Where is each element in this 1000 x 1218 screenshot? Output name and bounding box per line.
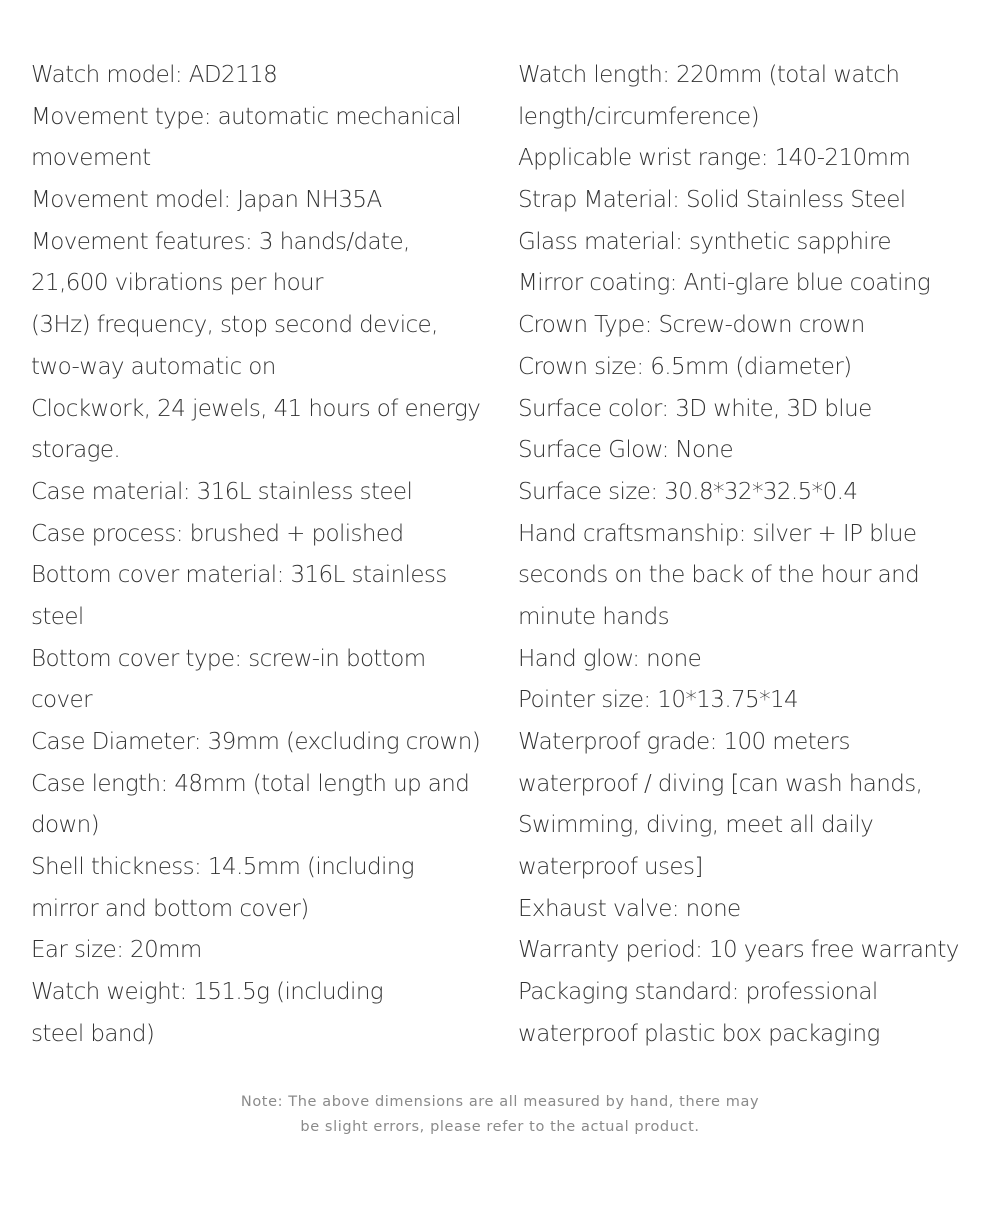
spec-line: Swimming, diving, meet all daily [518,812,874,839]
spec-line: Watch length: 220mm (total watch [518,62,900,88]
spec-line: Case Diameter: 39mm (excluding crown) [31,729,481,755]
spec-line: Bottom cover material: 316L stainless [31,562,447,589]
spec-line: Waterproof grade: 100 meters [518,729,850,755]
spec-line: 21,600 vibrations per hour [31,270,323,297]
spec-line: Pointer size: 10*13.75*14 [518,687,799,714]
spec-line: Warranty period: 10 years free warranty [518,937,959,964]
spec-line: Case process: brushed + polished [31,520,404,547]
spec-line: two-way automatic on [31,353,276,380]
spec-line: Crown size: 6.5mm (diameter) [518,353,852,380]
spec-line: (3Hz) frequency, stop second device, [31,312,438,339]
spec-line: Movement type: automatic mechanical [31,103,462,130]
spec-line: Applicable wrist range: 140-210mm [518,145,911,172]
spec-line: mirror and bottom cover) [31,895,309,922]
spec-line: Case material: 316L stainless steel [31,478,413,505]
spec-line: Exhaust valve: none [518,895,741,922]
spec-line: Ear size: 20mm [31,937,202,964]
spec-line: waterproof uses] [518,854,703,881]
spec-line: Surface size: 30.8*32*32.5*0.4 [518,478,858,505]
spec-line: Clockwork, 24 jewels, 41 hours of energy [31,395,481,422]
spec-line: steel [31,603,84,630]
note-line-1: Note: The above dimensions are all measured by hand, there may [240,1094,760,1110]
spec-line: cover [31,687,92,714]
spec-line: steel band) [31,1020,155,1047]
spec-line: Case length: 48mm (total length up and [31,770,470,797]
spec-line: down) [31,812,100,839]
spec-line: Bottom cover type: screw-in bottom [31,645,426,672]
spec-line: Shell thickness: 14.5mm (including [31,854,414,881]
spec-line: seconds on the back of the hour and [518,562,920,589]
spec-column-right [518,55,988,1056]
spec-line: movement [31,145,151,172]
spec-line: length/circumference) [518,103,759,130]
spec-line: Movement features: 3 hands/date, [31,228,410,255]
spec-line: Hand craftsmanship: silver + IP blue [518,520,917,547]
spec-line: Hand glow: none [518,645,702,672]
spec-line: Watch model: AD2118 [31,62,278,88]
spec-line: minute hands [518,603,670,630]
spec-line: Surface Glow: None [518,437,734,464]
spec-line: Watch weight: 151.5g (including [31,979,384,1006]
spec-line: storage. [31,437,121,464]
spec-line: waterproof / diving [can wash hands, [518,770,923,797]
spec-column-left [31,55,506,1056]
spec-line: Crown Type: Screw-down crown [518,312,865,339]
spec-line: Mirror coating: Anti-glare blue coating [518,270,931,297]
spec-line: Surface color: 3D white, 3D blue [518,395,872,422]
spec-line: Glass material: synthetic sapphire [518,228,891,255]
spec-line: waterproof plastic box packaging [518,1020,880,1047]
note-line-2: be slight errors, please refer to the actual product. [300,1119,700,1135]
spec-line: Strap Material: Solid Stainless Steel [518,187,906,214]
measurement-note [0,1090,1000,1140]
spec-line: Packaging standard: professional [518,979,878,1006]
spec-line: Movement model: Japan NH35A [31,187,382,214]
